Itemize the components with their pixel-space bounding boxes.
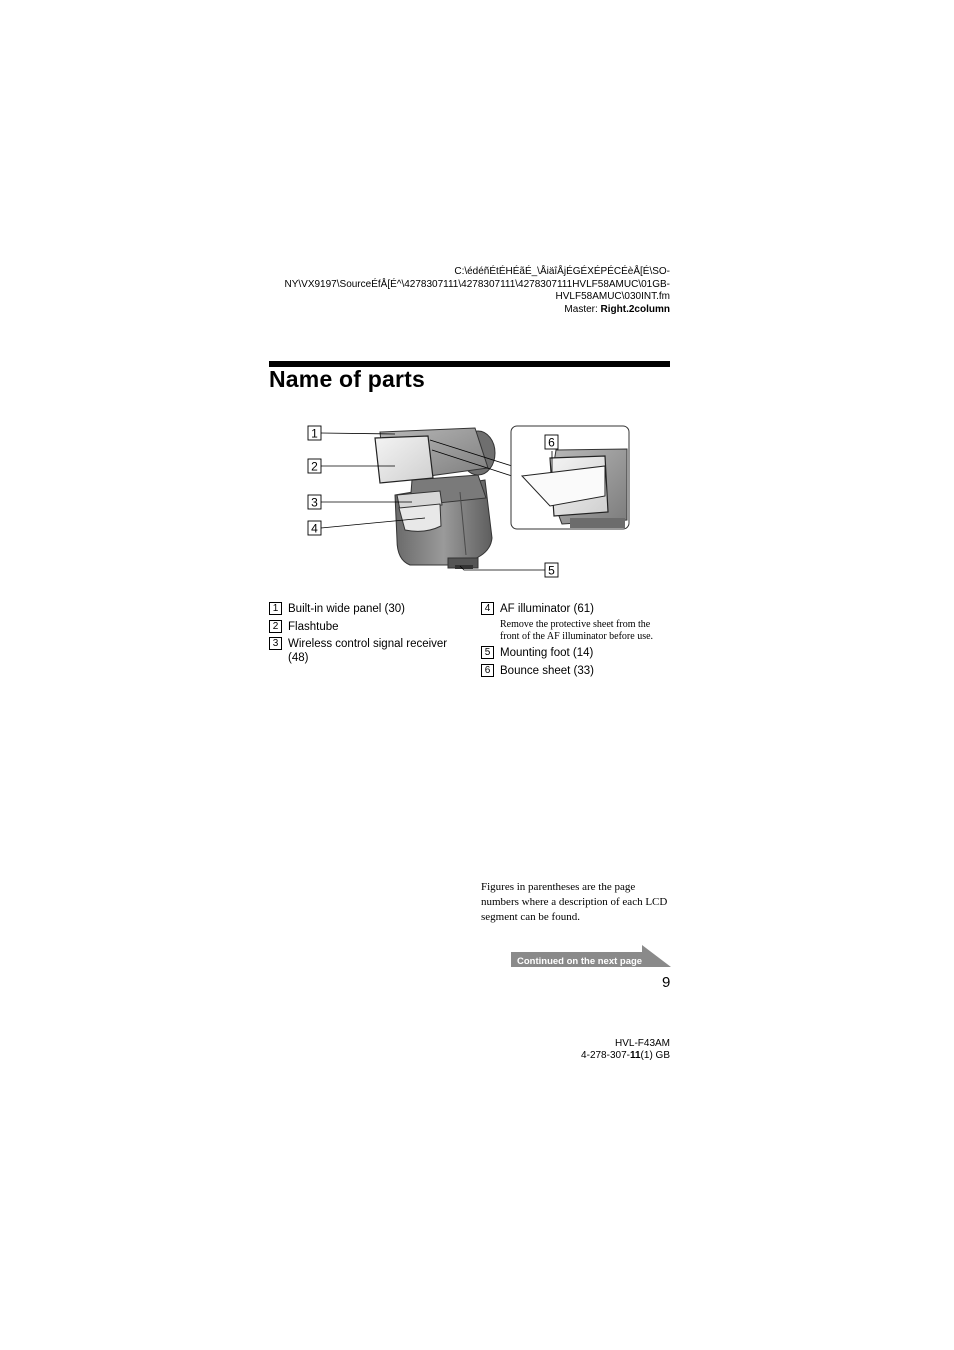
page-title: Name of parts — [269, 366, 425, 392]
path-line-3: HVLF58AMUC\030INT.fm — [555, 291, 670, 303]
item-note-line-1: Remove the protective sheet from the — [500, 619, 651, 630]
callout-5 — [545, 563, 558, 578]
footer-model: HVL-F43AM — [614, 1038, 670, 1049]
master-label: Master: — [564, 303, 598, 315]
item-label: Wireless control signal receiver — [288, 638, 448, 650]
footer-code-prefix: 4-278-307- — [581, 1049, 630, 1061]
master-value: Right.2column — [600, 303, 670, 315]
callout-3-label: 3 — [311, 495, 318, 510]
item-label: Built-in wide panel (30) — [288, 603, 405, 615]
parts-list-right — [481, 602, 681, 681]
item-number-box: 6 — [481, 664, 494, 677]
list-item — [481, 602, 681, 642]
item-number-box: 3 — [269, 637, 282, 650]
callout-2 — [308, 459, 321, 474]
page-number: 9 — [662, 974, 671, 991]
figures-note: Figures in parentheses are the page numbers where a description of each LCD segment can be found. — [481, 881, 668, 923]
callout-6 — [545, 435, 558, 450]
callout-4 — [308, 521, 321, 536]
continued-label: Continued on the next page — [517, 956, 643, 967]
list-item — [481, 646, 681, 660]
item-label: AF illuminator (61) — [500, 603, 594, 615]
callout-1 — [308, 426, 321, 441]
footer-code — [470, 1050, 670, 1062]
master-line — [250, 304, 670, 317]
item-number-box: 4 — [481, 602, 494, 615]
callout-5-label: 5 — [548, 563, 555, 578]
item-label: Mounting foot (14) — [500, 647, 594, 659]
flash-parts-diagram — [300, 420, 640, 585]
item-label-continued: (48) — [288, 652, 309, 664]
list-item — [269, 620, 469, 634]
bounce-sheet-inset — [511, 426, 629, 529]
footer-code-bold: 11 — [629, 1049, 641, 1061]
list-item — [269, 602, 469, 616]
item-number-box: 5 — [481, 646, 494, 659]
item-note-line-2: front of the AF illuminator before use. — [500, 630, 654, 642]
callout-6-label: 6 — [548, 435, 555, 450]
af-illuminator-shape — [399, 504, 441, 531]
item-number-box: 2 — [269, 620, 282, 633]
flash-unit-illustration — [375, 428, 495, 569]
inset-body-shape — [570, 518, 625, 528]
mounting-foot-pin — [455, 565, 473, 569]
path-line-1: C:\édéñÉtÉHÉãÉ_\ÅiäîÅjÉGÉXÉPÉCÉèÅ[É\SO- — [454, 266, 670, 277]
document-footer — [470, 1038, 670, 1061]
file-path-header — [250, 266, 670, 316]
list-item — [481, 664, 681, 678]
callout-3 — [308, 495, 321, 510]
path-line-2: NY\VX9197\SourceÉfÅ[É^\4278307111\4278307111\4278307111HVLF58AMUC\01GB- — [284, 278, 670, 290]
continued-banner[interactable] — [511, 945, 671, 969]
callout-4-label: 4 — [311, 521, 318, 536]
list-item — [269, 637, 469, 665]
parts-list-left — [269, 602, 469, 669]
item-label: Bounce sheet (33) — [500, 664, 594, 677]
item-label: Flashtube — [288, 620, 339, 633]
callout-2-label: 2 — [311, 459, 318, 474]
wide-panel-shape — [375, 436, 433, 483]
item-number-box: 1 — [269, 602, 282, 615]
callout-1-label: 1 — [311, 426, 318, 441]
item-note — [481, 619, 681, 642]
footer-code-suffix: (1) GB — [640, 1049, 670, 1061]
